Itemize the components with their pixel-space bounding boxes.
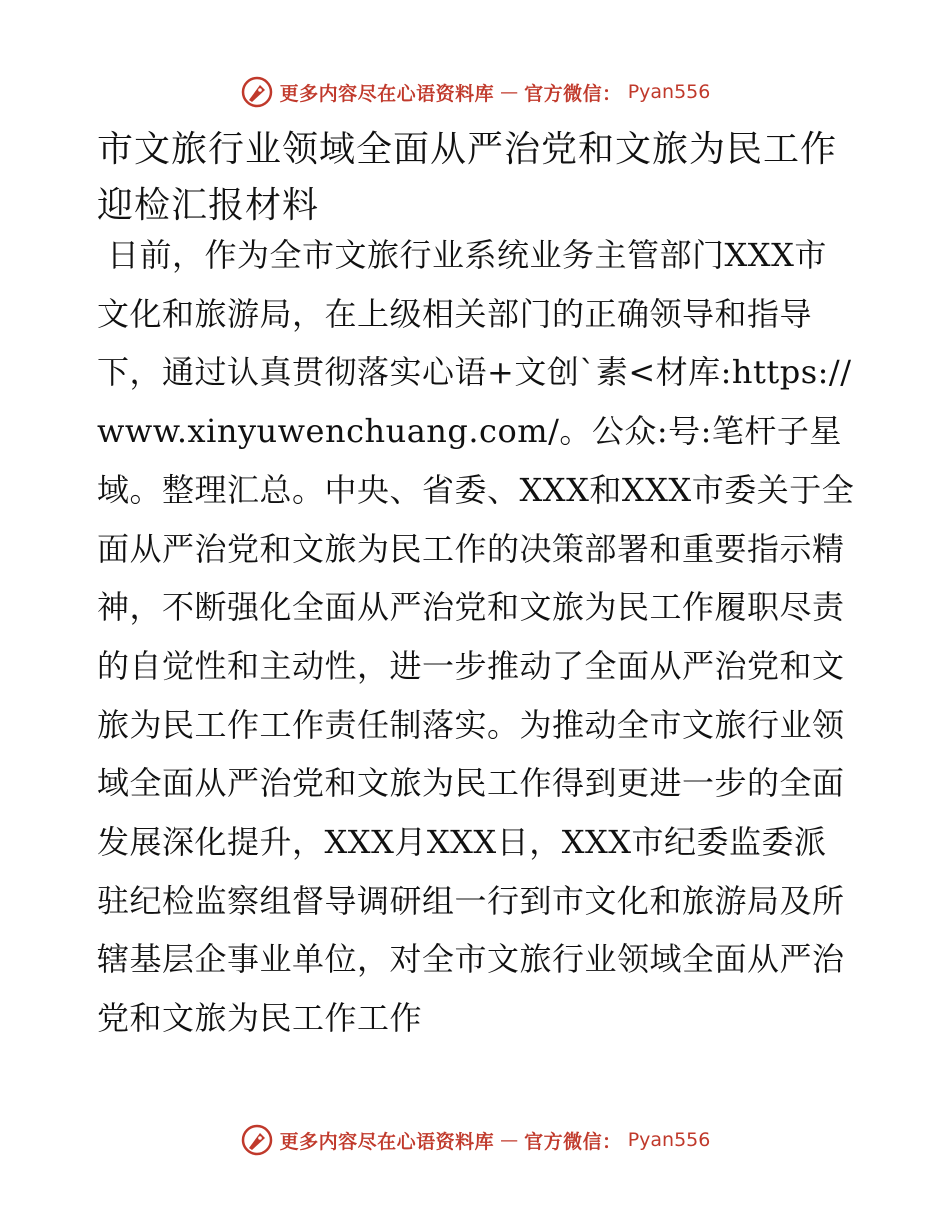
- watermark-separator: —: [500, 1129, 519, 1151]
- watermark-text: 更多内容尽在心语资料库: [279, 82, 495, 105]
- watermark-wechat-label: 官方微信：: [524, 1130, 622, 1153]
- pen-nib-icon: [240, 75, 274, 109]
- pen-nib-icon: [240, 1123, 274, 1157]
- watermark-wechat-id: Pyan556: [627, 1129, 711, 1151]
- watermark-wechat-id: Pyan556: [627, 81, 711, 103]
- document-title: 市文旅行业领域全面从严治党和文旅为民工作迎检汇报材料: [97, 129, 838, 226]
- header-watermark: [0, 72, 950, 112]
- watermark-separator: —: [500, 81, 519, 103]
- watermark-wechat-label: 官方微信：: [524, 82, 622, 105]
- footer-watermark: [0, 1120, 950, 1160]
- watermark-text: 更多内容尽在心语资料库: [279, 1130, 495, 1153]
- document-paragraph: 日前，作为全市文旅行业系统业务主管部门XXX市文化和旅游局，在上级相关部门的正确领导和指导下，通过认真贯彻落实心语+文创`素<材库:https://www.xinyuwenchuang.com/。公众:号:笔杆子星域。整理汇总。中央、省委、XXX和XXX市委关于全面从严治党和文旅为民工作的决策部署和重要指示精神，不断强化全面从严治党和文旅为民工作履职尽责的自觉性和主动性，进一步推动了全面从严治党和文旅为民工作工作责任制落实。为推动全市文旅行业领域全面从严治党和文旅为民工作得到更进一步的全面发展深化提升，XXX月XXX日，XXX市纪委监委派驻纪检监察组督导调研组一行到市文化和旅游局及所辖基层企事业单位，对全市文旅行业领域全面从严治党和文旅为民工作工作: [97, 236, 855, 1038]
